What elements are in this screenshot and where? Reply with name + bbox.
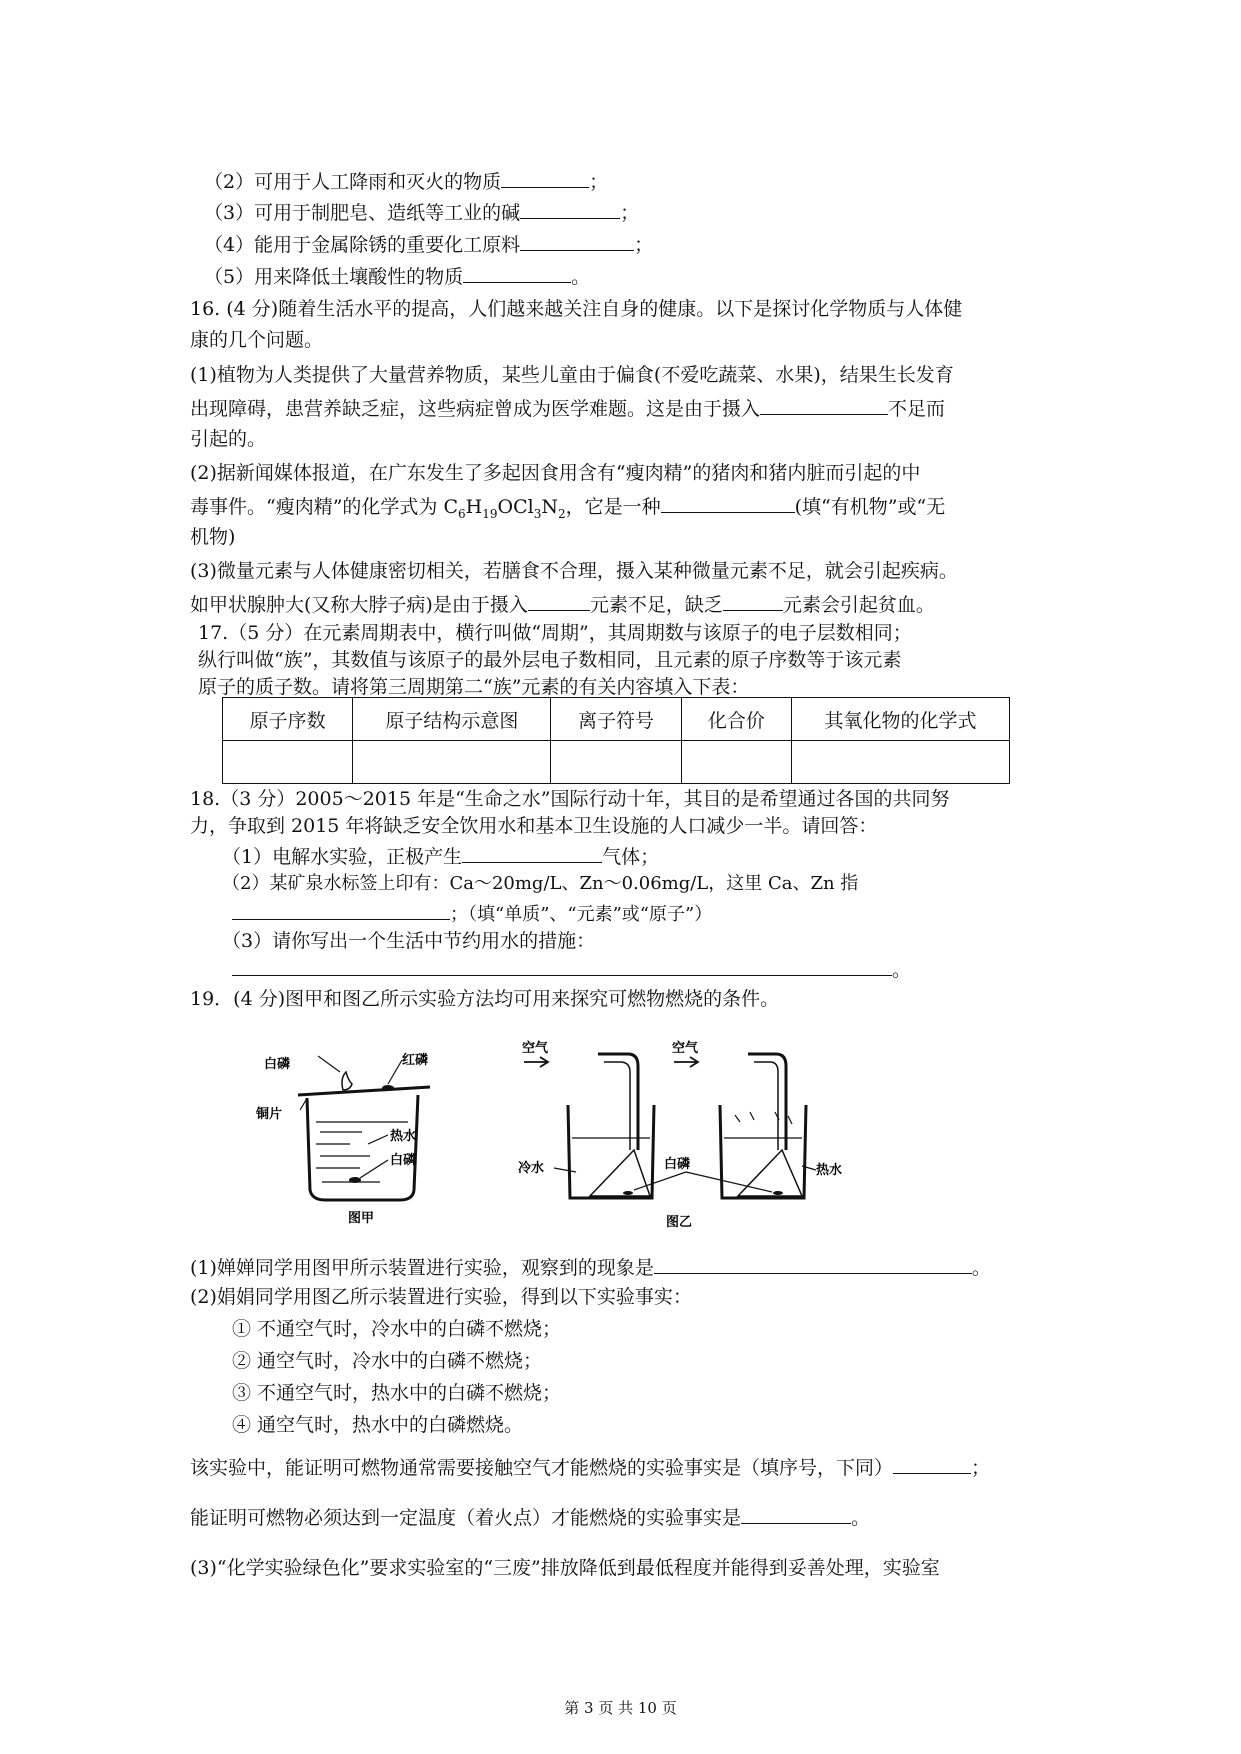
label-air-left: 空气: [522, 1041, 549, 1056]
q16-part-3-line-1: (3)微量元素与人体健康密切相关，若膳食不合理，摄入某种微量元素不足，就会引起疾病。: [190, 560, 958, 582]
q16-part-2-line-2: [190, 492, 945, 520]
q19-question-a-text: 该实验中，能证明可燃物通常需要接触空气才能燃烧的实验事实是（填序号，下同）: [190, 1457, 894, 1479]
right-air-tube: [748, 1054, 786, 1150]
q19-line-1: 19．(4 分)图甲和图乙所示实验方法均可用来探究可燃物燃烧的条件。: [190, 988, 780, 1010]
label-cold-water: 冷水: [518, 1161, 545, 1176]
white-phosphorus-icon: [623, 1191, 633, 1195]
answer-cell[interactable]: [353, 741, 551, 784]
answer-blank[interactable]: [654, 1253, 972, 1274]
punct: 。: [892, 959, 912, 981]
q19-part-3: (3)“化学实验绿色化”要求实验室的“三废”排放降低到最低程度并能得到妥善处理，实验室: [190, 1557, 940, 1579]
formula-part: H: [465, 496, 483, 518]
page-footer: 第 3 页 共 10 页: [564, 1699, 677, 1717]
label-white-phosphorus-2: 白磷: [390, 1153, 417, 1168]
table-header-row: [223, 698, 1010, 741]
answer-blank[interactable]: [232, 899, 450, 920]
q18-line-2: 力，争取到 2015 年将缺乏安全饮用水和基本卫生设施的人口减少一半。请回答：: [190, 815, 878, 837]
q19-part-1-text: (1)婵婵同学用图甲所示装置进行实验，观察到的现象是: [190, 1257, 654, 1279]
subscript: 3: [533, 506, 542, 521]
q16-part-3-text-end: 元素会引起贫血。: [782, 594, 935, 616]
q15-item-5-text: （5）用来降低土壤酸性的物质: [204, 266, 464, 288]
q19-question-a: [190, 1453, 990, 1481]
q19-question-b-text: 能证明可燃物必须达到一定温度（着火点）才能燃烧的实验事实是: [190, 1507, 742, 1529]
answer-blank[interactable]: [741, 1503, 851, 1524]
answer-blank[interactable]: [893, 1453, 971, 1474]
q16-part-2-line-3: 机物): [190, 526, 236, 548]
q15-item-4: [204, 230, 653, 258]
table-header-cell: 其氧化物的化学式: [792, 698, 1010, 741]
figure-b-beakers: [520, 1040, 850, 1230]
label-hot-water: 热水: [390, 1129, 417, 1144]
flame-icon: [342, 1072, 352, 1090]
q15-item-3-text: （3）可用于制肥皂、造纸等工业的碱: [204, 202, 521, 224]
q16-part-2-line-1: (2)据新闻媒体报道，在广东发生了多起因食用含有“瘦肉精”的猪肉和猪内脏而引起的中: [190, 462, 921, 484]
figure-a-beaker: [256, 1040, 460, 1226]
q17-line-1: 17.（5 分）在元素周期表中，横行叫做“周期”，其周期数与该原子的电子层数相同；: [198, 622, 912, 644]
q18-item-1-text: （1）电解水实验，正极产生: [222, 846, 463, 868]
q19-question-b: [190, 1503, 870, 1531]
right-funnel: [738, 1150, 802, 1196]
label-white-phosphorus: 白磷: [664, 1157, 691, 1172]
answer-cell[interactable]: [792, 741, 1010, 784]
q19-part-1: [190, 1253, 991, 1281]
answer-cell[interactable]: [223, 741, 353, 784]
q16-intro-line-1: 16. (4 分)随着生活水平的提高，人们越来越关注自身的健康。以下是探讨化学物质与人体健: [190, 298, 963, 320]
q16-part-2-text-end: (填“有机物”或“无: [794, 496, 946, 518]
table-answer-row: [223, 741, 1010, 784]
answer-blank[interactable]: [528, 590, 590, 611]
q15-item-2-text: （2）可用于人工降雨和灭火的物质: [204, 171, 502, 193]
right-beaker-outline: [720, 1105, 806, 1198]
table-header-cell: 原子序数: [223, 698, 353, 741]
red-phosphorus-icon: [382, 1085, 394, 1091]
label-copper-plate: 铜片: [256, 1107, 283, 1122]
answer-blank[interactable]: [232, 955, 892, 976]
q15-item-2: [204, 167, 608, 195]
q16-part-1-line-1: (1)植物为人类提供了大量营养物质，某些儿童由于偏食(不爱吃蔬菜、水果)，结果生长发育: [190, 364, 954, 386]
q18-item-3-answer: [232, 955, 911, 983]
punct: ；: [634, 234, 654, 256]
formula-part: OCl: [497, 496, 534, 518]
answer-blank[interactable]: [723, 590, 783, 611]
q18-item-2-line-1: （2）某矿泉水标签上印有：Ca～20mg/L、Zn～0.06mg/L，这里 Ca、Zn 指: [222, 873, 859, 894]
q16-intro-line-2: 康的几个问题。: [190, 329, 324, 351]
left-beaker-outline: [568, 1105, 654, 1198]
q17-line-2: 纵行叫做“族”，其数值与该原子的最外层电子数相同，且元素的原子序数等于该元素: [198, 649, 902, 671]
q15-item-4-text: （4）能用于金属除锈的重要化工原料: [204, 234, 521, 256]
q18-item-3: （3）请你写出一个生活中节约用水的措施：: [222, 930, 596, 952]
answer-blank[interactable]: [463, 262, 571, 283]
white-phosphorus-icon: [349, 1177, 361, 1183]
subscript: 19: [482, 506, 498, 521]
q18-item-2-line-2: [232, 899, 712, 928]
figure-b-caption: 图乙: [666, 1215, 693, 1230]
copper-plate: [298, 1087, 430, 1095]
label-white-phosphorus: 白磷: [264, 1057, 291, 1072]
punct: 。: [851, 1507, 871, 1529]
q17-line-3: 原子的质子数。请将第三周期第二“族”元素的有关内容填入下表：: [198, 676, 750, 698]
q16-part-1-line-3: 引起的。: [190, 428, 267, 450]
left-funnel: [590, 1150, 650, 1196]
answer-cell[interactable]: [551, 741, 681, 784]
figure-a-caption: 图甲: [348, 1211, 375, 1226]
fact-item: ③ 不通空气时，热水中的白磷不燃烧；: [232, 1382, 562, 1404]
table-header-cell: 化合价: [681, 698, 791, 741]
answer-blank[interactable]: [661, 492, 795, 513]
label-red-phosphorus: 红磷: [402, 1053, 429, 1068]
q15-item-3: [204, 198, 639, 226]
q16-part-1-line-2: [190, 394, 945, 422]
subscript: 2: [557, 506, 566, 521]
fact-item: ① 不通空气时，冷水中的白磷不燃烧；: [232, 1318, 562, 1340]
left-air-tube: [598, 1054, 638, 1150]
q18-item-1-end: 气体；: [602, 846, 660, 868]
q18-item-1: [222, 842, 659, 870]
formula-prefix: 毒事件。“瘦肉精”的化学式为 C: [190, 496, 459, 518]
punct: ；: [620, 202, 640, 224]
answer-cell[interactable]: [681, 741, 791, 784]
fact-item: ④ 通空气时，热水中的白磷燃烧。: [232, 1414, 524, 1436]
q19-part-2: (2)娟娟同学用图乙所示装置进行实验，得到以下实验事实：: [190, 1286, 692, 1308]
answer-blank[interactable]: [520, 230, 634, 251]
arrow-right-icon: [674, 1057, 698, 1067]
q16-part-2-text: ，它是一种: [565, 496, 661, 518]
table-header-cell: 原子结构示意图: [353, 698, 551, 741]
formula-part: N: [541, 496, 558, 518]
answer-blank[interactable]: [501, 167, 589, 188]
answer-blank[interactable]: [520, 198, 620, 219]
punct: ；: [971, 1457, 991, 1479]
q17-answer-table: [222, 697, 1010, 784]
q18-item-2-end: ；（填“单质”、“元素”或“原子”）: [450, 904, 713, 925]
punct: ；: [589, 171, 609, 193]
q15-item-5: [204, 262, 590, 290]
label-air-right: 空气: [672, 1041, 699, 1056]
steam-marks: [735, 1112, 792, 1124]
q16-part-1-text: 出现障碍，患营养缺乏症，这些病症曾成为医学难题。这是由于摄入: [190, 398, 761, 420]
white-phosphorus-icon: [773, 1191, 783, 1195]
q16-part-3-line-2: [190, 590, 935, 618]
q16-part-3-text: 如甲状腺肿大(又称大脖子病)是由于摄入: [190, 594, 528, 616]
punct: 。: [571, 266, 591, 288]
beaker-outline: [307, 1095, 418, 1200]
answer-blank[interactable]: [760, 394, 888, 415]
q16-part-3-text-mid: 元素不足，缺乏: [589, 594, 723, 616]
pointer-lines: [300, 1056, 402, 1178]
label-hot-water: 热水: [816, 1163, 843, 1178]
answer-blank[interactable]: [462, 842, 602, 863]
q18-line-1: 18.（3 分）2005～2015 年是“生命之水”国际行动十年，其目的是希望通过各国的共同努: [190, 788, 950, 810]
subscript: 6: [458, 506, 466, 521]
q16-part-1-text-end: 不足而: [888, 398, 946, 420]
table-header-cell: 离子符号: [551, 698, 681, 741]
arrow-right-icon: [524, 1057, 548, 1067]
punct: 。: [971, 1257, 991, 1279]
fact-item: ② 通空气时，冷水中的白磷不燃烧；: [232, 1350, 543, 1372]
